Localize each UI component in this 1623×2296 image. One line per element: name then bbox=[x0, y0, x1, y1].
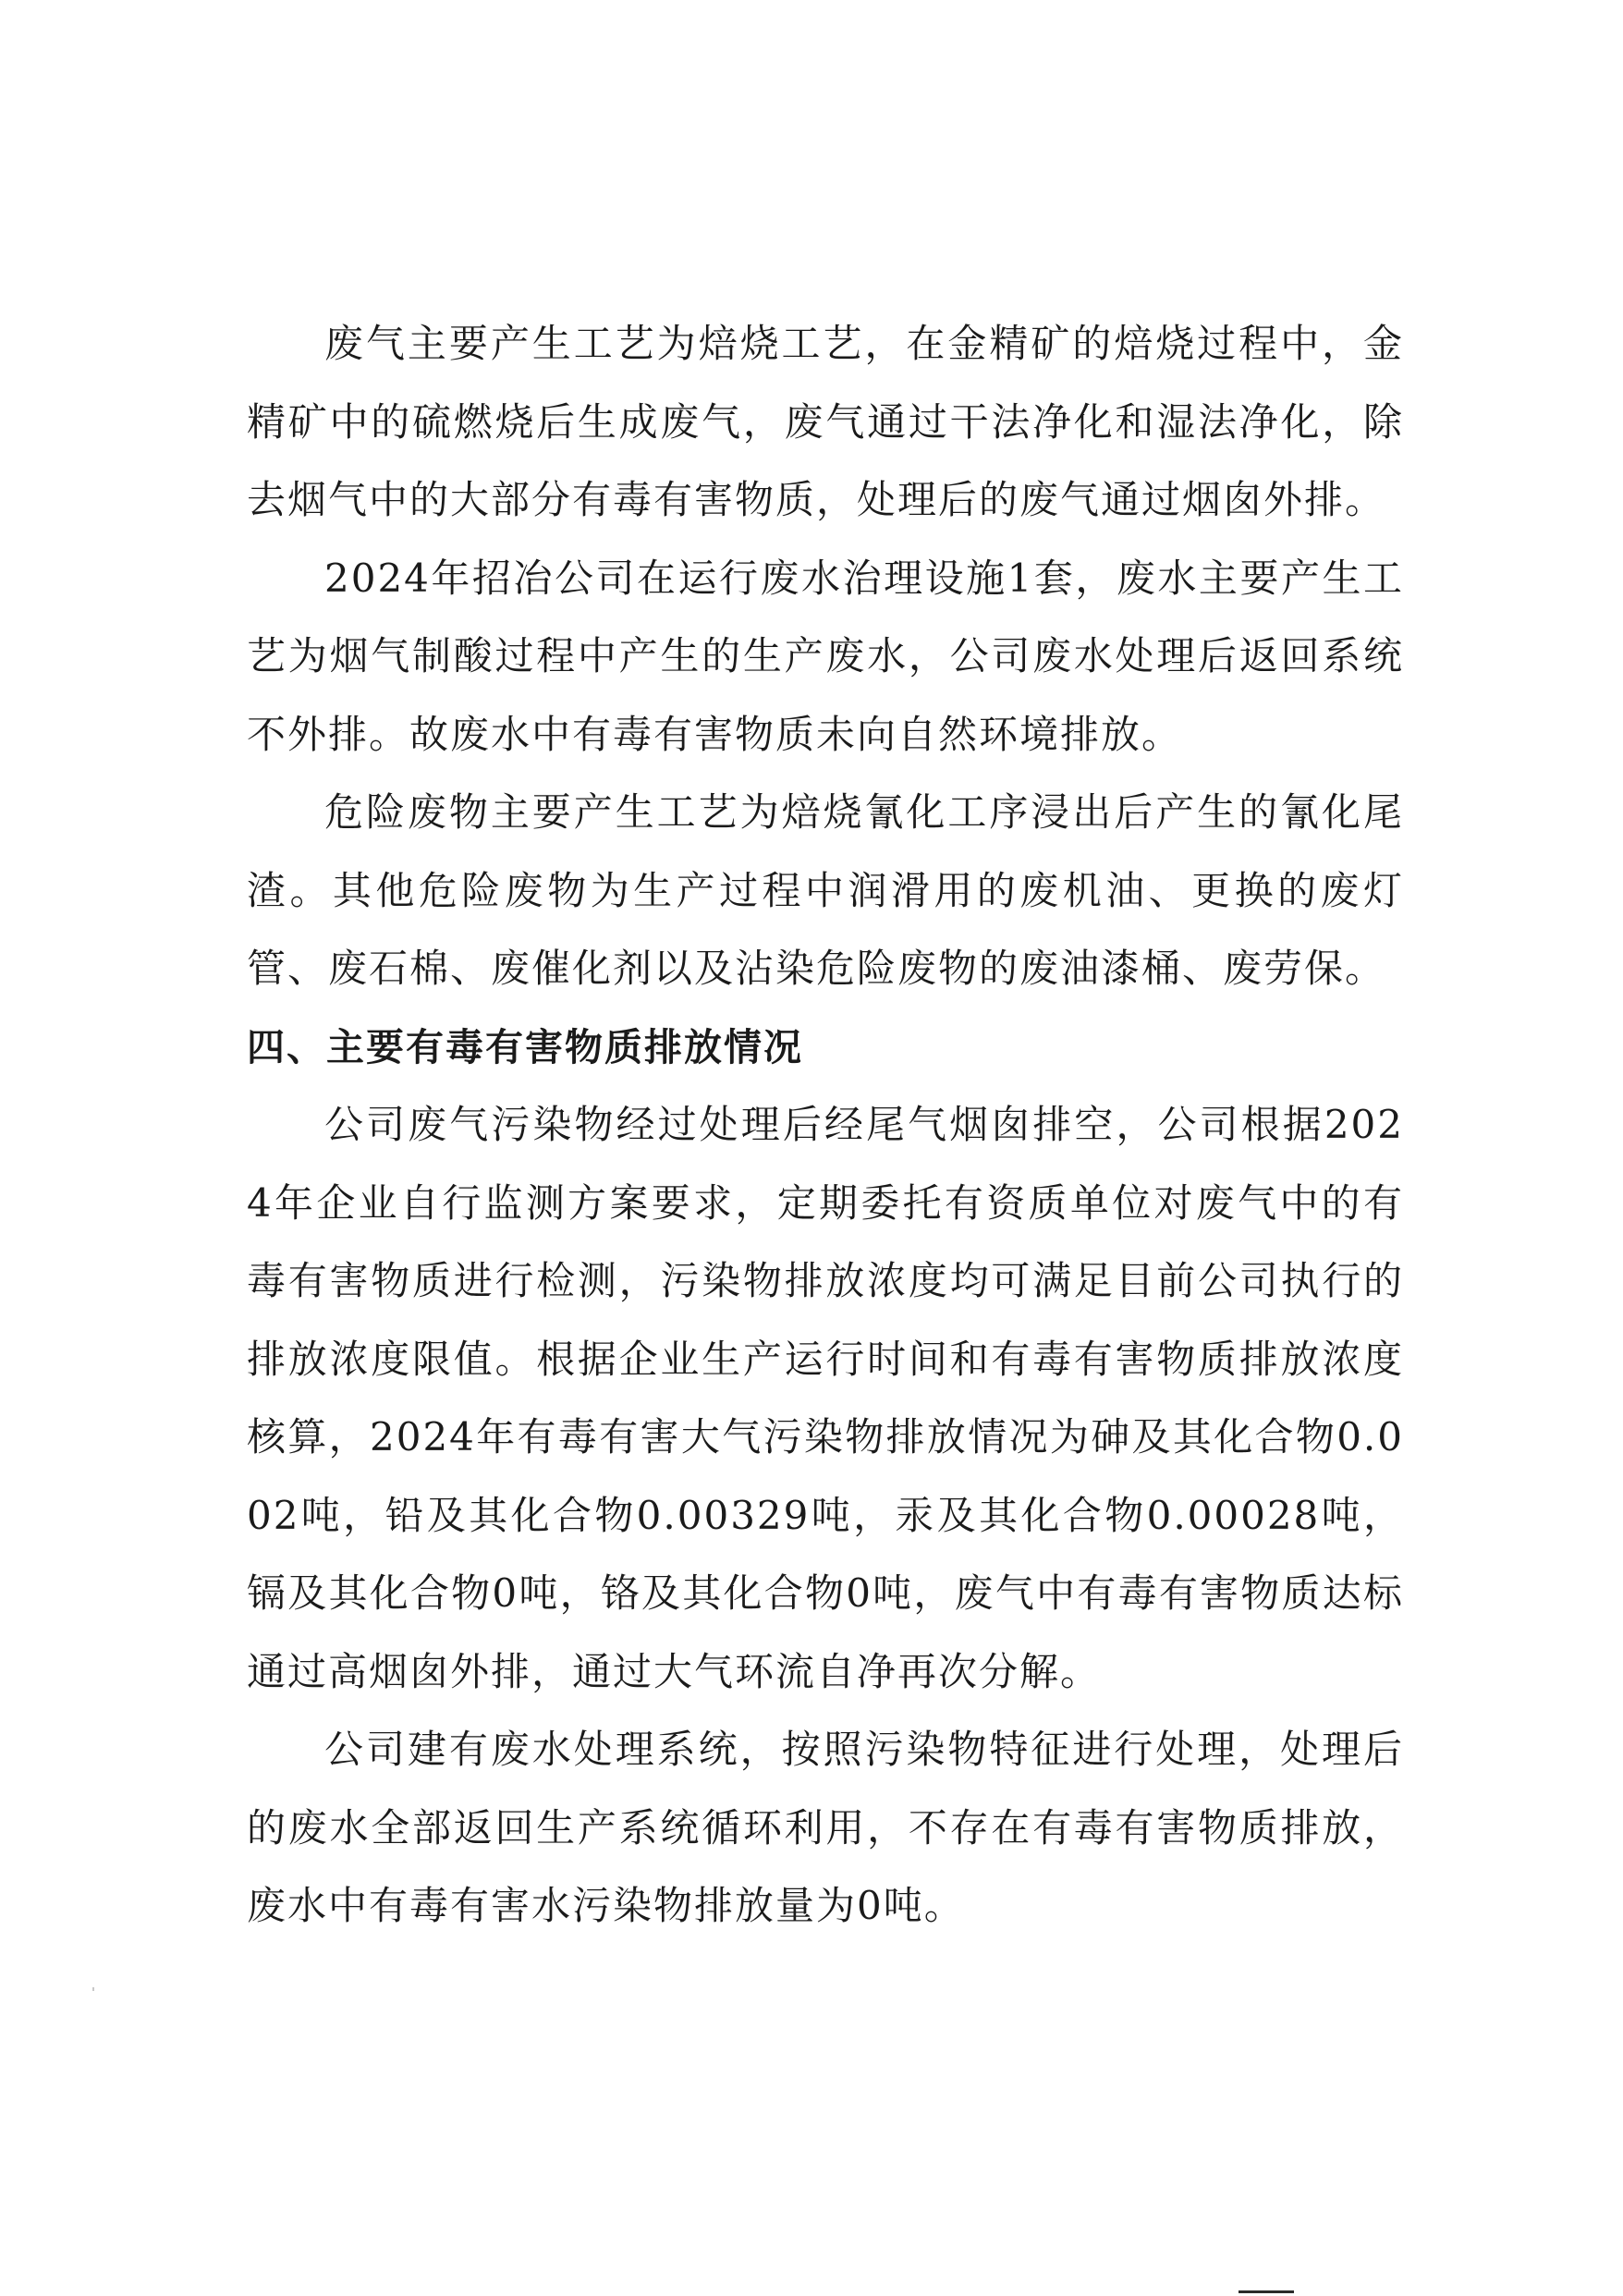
page-bottom-mark bbox=[1239, 2290, 1294, 2293]
paragraph-water-emissions: 公司建有废水处理系统，按照污染物特征进行处理，处理后的废水全部返回生产系统循环利用，不存在有毒有害物质排放，废水中有毒有害水污染物排放量为0吨。 bbox=[247, 1727, 1404, 1928]
document-body bbox=[247, 305, 1404, 1946]
section-heading-emissions: 四、主要有毒有害物质排放情况 bbox=[247, 1024, 803, 1069]
paragraph-waste-water: 2024年招冶公司在运行废水治理设施1套，废水主要产生工艺为烟气制酸过程中产生的生产废水，公司废水处理后返回系统不外排。故废水中有毒有害物质未向自然环境排放。 bbox=[247, 555, 1404, 757]
scan-speck bbox=[92, 1987, 94, 1991]
paragraph-hazardous-waste: 危险废物主要产生工艺为焙烧氰化工序浸出后产生的氰化尾渣。其他危险废物为生产过程中润滑用的废机油、更换的废灯管、废石棉、废催化剂以及沾染危险废物的废油漆桶、废劳保。 bbox=[247, 789, 1404, 991]
paragraph-air-emissions: 公司废气污染物经过处理后经尾气烟囱排空，公司根据2024年企业自行监测方案要求，定期委托有资质单位对废气中的有毒有害物质进行检测，污染物排放浓度均可满足目前公司执行的排放浓度限值。根据企业生产运行时间和有毒有害物质排放浓度核算，2024年有毒有害大气污染物排放情况为砷及其化合物0.002吨，铅及其化合物0.00329吨，汞及其化合物0.00028吨，镉及其化合物0吨，铬及其化合物0吨，废气中有毒有害物质达标通过高烟囱外排，通过大气环流自净再次分解。 bbox=[247, 1102, 1404, 1694]
paragraph-waste-gas: 废气主要产生工艺为焙烧工艺，在金精矿的焙烧过程中，金精矿中的硫燃烧后生成废气，废气通过干法净化和湿法净化，除去烟气中的大部分有毒有害物质，处理后的废气通过烟囱外排。 bbox=[247, 321, 1404, 522]
